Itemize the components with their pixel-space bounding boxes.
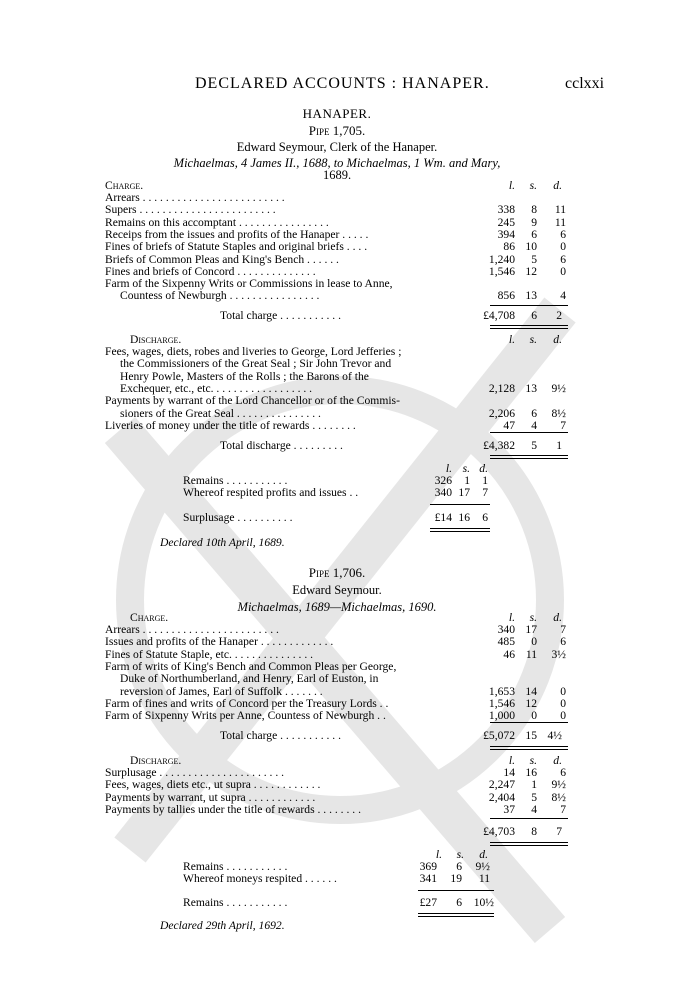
charge-1-item-l-value: 856	[497, 289, 515, 303]
charge-1-item-l-value: 1,546	[488, 264, 515, 278]
discharge-1-item-text: Fees, wages, diets, robes and liveries to George, Lord Jefferies ;	[105, 346, 402, 358]
total-discharge-label-1: Total discharge . . . . . . . . .	[220, 440, 343, 452]
declared-2: Declared 29th April, 1692.	[160, 920, 285, 932]
charge-1-item-d-value: 6	[560, 252, 566, 266]
charge-2-item-d-value: 0	[560, 709, 566, 723]
charge-heading-2: Charge.	[130, 612, 169, 624]
surplus-rule-1	[430, 504, 490, 505]
col-d-header-2: d.	[553, 611, 562, 624]
charge-1-item-text: Fines and briefs of Concord . . . . . . . . . . . . . .	[105, 265, 316, 278]
charge-1-item-l-value: 1,240	[488, 252, 515, 266]
charge-1-item-l-value: 245	[497, 215, 515, 229]
charge-heading-1: Charge.	[105, 180, 144, 192]
discharge-heading-2: Discharge.	[130, 755, 182, 767]
discharge-1-item-l-value: 2,128	[488, 381, 515, 395]
charge-2-item-text: Duke of Northumberland, and Henry, Earl of Euston, in	[120, 673, 379, 686]
total-charge-s-1: 6	[531, 309, 537, 322]
total-rule-1	[490, 305, 568, 306]
charge-1-item-s-value: 13	[525, 289, 537, 303]
rem-col-s-1: s.	[462, 462, 470, 475]
charge-1-item-l-value: 86	[503, 240, 515, 254]
surplusage-l-1: £14	[434, 511, 452, 524]
remains-d-2: 9½	[475, 860, 490, 873]
discharge-1-item-text: sioners of the Great Seal . . . . . . . . . . . . . . .	[120, 407, 321, 420]
discharge-1-item-d-value: 9½	[551, 381, 566, 395]
charge-2-item-l-value: 46	[503, 647, 515, 661]
final-remains-d-2: 10½	[473, 896, 494, 909]
charge-1-item-text: Supers . . . . . . . . . . . . . . . . . . . . . . . .	[105, 204, 276, 217]
charge-2-item-d-value: 0	[560, 696, 566, 710]
discharge-2-item-d-value: 8½	[551, 790, 566, 804]
total-charge-l-1: £4,708	[483, 309, 515, 322]
charge-1-item-text: Receips from the issues and profits of the Hanaper . . . . .	[105, 228, 369, 241]
charge-1-item-s-value: 5	[531, 252, 537, 266]
surplusage-s-1: 16	[458, 511, 470, 524]
discharge-1-item-text: the Commissioners of the Great Seal ; Sir John Trevor and	[120, 358, 392, 371]
respited-d-2: 11	[478, 872, 490, 885]
surplusage-d-1: 6	[482, 511, 488, 524]
charge-2-item-text: Farm of writs of King's Bench and Common Pleas per George,	[105, 660, 397, 673]
col-l-header-1: l.	[508, 179, 515, 192]
discharge-2-item-l-value: 2,404	[488, 790, 515, 804]
total-discharge-d-1: 1	[556, 439, 562, 452]
discharge-1-item-text: Payments by warrant of the Lord Chancellor or of the Commis-	[105, 395, 400, 408]
charge-1-item-text: Farm of the Sixpenny Writs or Commissions in lease to Anne,	[105, 278, 393, 291]
discharge-2-item-s-value: 4	[531, 802, 537, 816]
total-charge-s-2: 15	[525, 729, 537, 742]
total-rule-2	[490, 722, 568, 723]
charge-2-item-l-value: 485	[497, 635, 515, 649]
discharge-2-item-l-value: 14	[503, 766, 515, 779]
charge-1-item-s-value: 8	[531, 203, 537, 217]
pipe-number-2: Pipe 1,706.	[308, 565, 366, 580]
discharge-1-item-s-value: 4	[531, 418, 537, 432]
charge-1-item-text: Fines of briefs of Statute Staples and original briefs . . . .	[105, 241, 368, 254]
charge-2-item-text: Arrears . . . . . . . . . . . . . . . . . . . . . . . .	[105, 624, 279, 636]
total-discharge-l-2: £4,703	[483, 825, 515, 838]
charge-1-item-d-value: 0	[560, 264, 566, 278]
charge-2-item-d-value: 3½	[551, 647, 566, 661]
remains-l-2: 369	[419, 860, 437, 873]
total-discharge-l-1: £4,382	[483, 439, 515, 452]
discharge-1-item-text: Exchequer, etc., etc. . . . . . . . . . . . . . . . . .	[120, 382, 313, 395]
discharge-2-item-s-value: 5	[531, 790, 537, 804]
charge-2-item-text: Farm of fines and writs of Concord per the Treasury Lords . .	[105, 697, 389, 710]
final-rule-2	[418, 890, 494, 891]
discharge-1-item-s-value: 13	[525, 381, 537, 395]
discharge-col-l-2: l.	[508, 754, 515, 767]
discharge-1-item-text: Henry Powle, Masters of the Rolls ; the Barons of the	[120, 370, 369, 383]
discharge-col-d-2: d.	[553, 754, 562, 767]
discharge-1-item-l-value: 2,206	[488, 406, 515, 420]
surplus-double-rule-1	[430, 528, 490, 532]
discharge-1-item-d-value: 7	[560, 418, 566, 432]
rem-col-l-1: l.	[445, 462, 452, 475]
col-s-header-1: s.	[529, 179, 537, 192]
charge-2-item-s-value: 0	[531, 635, 537, 649]
discharge-1-item-d-value: 8½	[551, 406, 566, 420]
discharge-heading-1: Discharge.	[130, 334, 182, 346]
respited-l-2: 341	[419, 872, 437, 885]
discharge-1-item-s-value: 6	[531, 406, 537, 420]
charge-2-item-s-value: 12	[525, 696, 537, 710]
charge-2-item-s-value: 14	[525, 684, 537, 698]
charge-2-item-s-value: 11	[525, 647, 537, 661]
charge-2-item-l-value: 1,000	[488, 709, 515, 723]
final-remains-label-2: Remains . . . . . . . . . . .	[183, 897, 288, 909]
rem-col-l-2: l.	[435, 848, 442, 861]
page-number: cclxxi	[565, 75, 605, 92]
charge-2-item-text: Fines of Statute Staple, etc. . . . . . . . . . . . . . .	[105, 648, 314, 661]
charge-2-item-d-value: 7	[560, 623, 566, 636]
charge-1-item-l-value: 338	[497, 203, 515, 217]
officer-2: Edward Seymour.	[292, 583, 382, 597]
charge-2-item-s-value: 0	[531, 709, 537, 723]
charge-2-item-text: reversion of James, Earl of Suffolk . . . . . . .	[120, 685, 323, 698]
respited-s-1: 17	[458, 486, 470, 499]
discharge-2-item-d-value: 7	[560, 802, 566, 816]
discharge-double-rule-1	[490, 455, 568, 459]
charge-1-item-text: Countess of Newburgh . . . . . . . . . . . . . . . .	[120, 290, 320, 303]
discharge-double-rule-2	[490, 842, 568, 846]
remains-l-1: 326	[434, 474, 452, 487]
discharge-2-item-s-value: 1	[531, 778, 537, 792]
rem-col-s-2: s.	[456, 848, 464, 861]
discharge-rule-2	[490, 818, 568, 819]
charge-2-item-text: Issues and profits of the Hanaper . . . . . . . . . . . . .	[105, 636, 334, 649]
charge-2-item-l-value: 340	[497, 623, 515, 636]
col-d-header-1: d.	[553, 179, 562, 192]
discharge-col-s-2: s.	[529, 754, 537, 767]
col-l-header-2: l.	[508, 611, 515, 624]
charge-1-item-text: Arrears . . . . . . . . . . . . . . . . . . . . . . . . .	[105, 192, 285, 204]
surplusage-label-1: Surplusage . . . . . . . . . .	[183, 512, 293, 524]
remains-s-2: 6	[456, 860, 462, 873]
charge-2-item-l-value: 1,546	[488, 696, 515, 710]
respited-d-1: 7	[482, 486, 488, 499]
declared-1: Declared 10th April, 1689.	[160, 537, 285, 549]
total-discharge-d-2: 7	[556, 825, 562, 838]
respited-label-1: Whereof respited profits and issues . .	[183, 487, 359, 499]
charge-2-item-l-value: 1,653	[488, 684, 515, 698]
rem-col-d-1: d.	[479, 462, 488, 475]
charge-1-item-s-value: 6	[531, 227, 537, 241]
charge-1-item-d-value: 4	[560, 289, 566, 303]
total-double-rule-1	[490, 325, 568, 329]
charge-1-item-d-value: 6	[560, 227, 566, 241]
charge-1-item-s-value: 12	[525, 264, 537, 278]
charge-2-item-s-value: 17	[525, 623, 537, 636]
total-discharge-s-1: 5	[531, 439, 537, 452]
discharge-2-item-text: Payments by warrant, ut supra . . . . . . . . . . . .	[105, 791, 316, 804]
total-charge-l-2: £5,072	[483, 729, 515, 742]
total-charge-label-2: Total charge . . . . . . . . . . .	[220, 730, 342, 742]
col-s-header-2: s.	[529, 611, 537, 624]
total-discharge-s-2: 8	[531, 825, 537, 838]
charge-1-item-text: Remains on this accomptant . . . . . . . . . . . . . . . .	[105, 216, 329, 229]
pipe-number-1: Pipe 1,705.	[308, 123, 366, 138]
charge-1-item-d-value: 0	[560, 240, 566, 254]
discharge-1-item-text: Liveries of money under the title of rewards . . . . . . . .	[105, 419, 356, 432]
period-2: Michaelmas, 1689—Michaelmas, 1690.	[237, 600, 437, 614]
charge-2-item-d-value: 6	[560, 635, 566, 649]
running-header-title: DECLARED ACCOUNTS : HANAPER.	[195, 75, 490, 92]
remains-d-1: 1	[482, 474, 488, 487]
respited-l-1: 340	[434, 486, 452, 499]
charge-1-item-s-value: 9	[531, 215, 537, 229]
discharge-2-item-l-value: 2,247	[488, 778, 515, 792]
total-charge-label-1: Total charge . . . . . . . . . . .	[220, 310, 342, 322]
total-charge-d-2: 4½	[547, 729, 562, 742]
discharge-2-item-text: Fees, wages, diets etc., ut supra . . . . . . . . . . . .	[105, 779, 321, 792]
charge-1-item-text: Briefs of Common Pleas and King's Bench . . . . . .	[105, 253, 339, 266]
discharge-2-item-text: Payments by tallies under the title of rewards . . . . . . . .	[105, 803, 361, 816]
remains-label-2: Remains . . . . . . . . . . .	[183, 861, 288, 873]
final-remains-l-2: £27	[419, 896, 437, 909]
period-1-line2: 1689.	[322, 168, 352, 182]
discharge-2-item-l-value: 37	[503, 802, 515, 816]
total-charge-d-1: 2	[556, 309, 562, 322]
discharge-2-item-s-value: 16	[525, 766, 537, 779]
charge-1-item-d-value: 11	[554, 215, 566, 229]
remains-label-1: Remains . . . . . . . . . . .	[183, 475, 288, 487]
respited-label-2: Whereof moneys respited . . . . . .	[183, 873, 337, 885]
respited-s-2: 19	[450, 872, 462, 885]
period-1-line1: Michaelmas, 4 James II., 1688, to Michaelmas, 1 Wm. and Mary,	[173, 156, 501, 170]
remains-s-1: 1	[464, 474, 470, 487]
charge-2-item-d-value: 0	[560, 684, 566, 698]
discharge-2-item-d-value: 9½	[551, 778, 566, 792]
officer-1: Edward Seymour, Clerk of the Hanaper.	[236, 140, 438, 154]
total-double-rule-2	[490, 746, 568, 750]
discharge-1-item-l-value: 47	[503, 418, 515, 432]
section-title: HANAPER.	[302, 106, 372, 121]
final-double-rule-2	[418, 913, 494, 917]
discharge-rule-1	[490, 432, 568, 433]
discharge-col-l-1: l.	[508, 333, 515, 346]
charge-2-item-text: Farm of Sixpenny Writs per Anne, Countess of Newburgh . .	[105, 710, 386, 723]
charge-1-item-l-value: 394	[497, 227, 515, 241]
discharge-col-d-1: d.	[553, 333, 562, 346]
discharge-2-item-d-value: 6	[560, 766, 566, 779]
discharge-col-s-1: s.	[529, 333, 537, 346]
final-remains-s-2: 6	[456, 896, 462, 909]
discharge-2-item-text: Surplusage . . . . . . . . . . . . . . . . . . . . . .	[105, 767, 285, 779]
rem-col-d-2: d.	[479, 848, 488, 861]
charge-1-item-s-value: 10	[525, 240, 537, 254]
charge-1-item-d-value: 11	[554, 203, 566, 217]
